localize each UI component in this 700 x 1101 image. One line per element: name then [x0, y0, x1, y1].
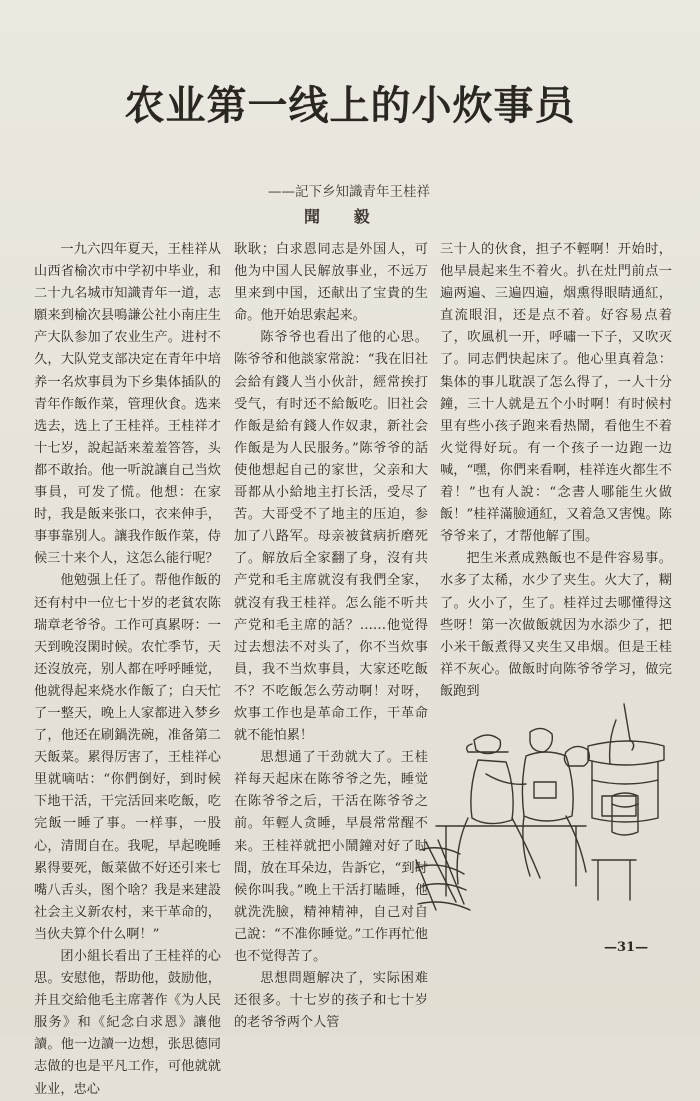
article-title: 农业第一线上的小炊事员 — [124, 83, 576, 129]
article-author: 聞 毅 — [304, 207, 384, 226]
paragraph: 思想問題解决了，实际困难还很多。十七岁的孩子和七十岁的老爷爷两个人管 — [234, 971, 428, 1031]
paragraph: 把生米煮成熟飯也不是件容易事。水多了太稀，水少了夹生。火大了，糊了。火小了，生了。桂祥过去哪懂得这些呀！第一次做飯就因为水添少了，把小米干飯煮得又夹生又串烟。但是王桂祥不灰心。做飯时向陈爷爷学习，做完飯跑到 — [440, 551, 672, 699]
text-column-2 — [234, 239, 428, 1034]
kitchen-illustration — [416, 700, 672, 922]
text-column-1 — [34, 239, 221, 1101]
text-column-3 — [440, 239, 672, 703]
paragraph: 他勉强上任了。帮他作飯的还有村中一位七十岁的老貧农陈瑞章老爷爷。工作可真累呀：一天到晚沒閑时候。农忙季节，天还沒放亮，别人都在呼呼睡觉，他就得起来烧水作飯了；白天忙了一整天，晚上人家都进入梦乡了，他还在刷鍋洗碗，准备第二天飯菜。累得厉害了，王桂祥心里就嘀咕：“你們倒好，到时候下地干活，干完活回来吃飯，吃完飯一睡了事。一样事，一股心，清閒自在。我呢，早起晚睡累得要死，飯菜做不好还引来七嘴八舌头，图个啥？我是来建設社会主义新农村，来干革命的，当伙夫算个什么啊！” — [34, 573, 221, 942]
page-number: —31— — [604, 940, 649, 955]
paragraph: 三十人的伙食，担子不輕啊！开始时，他早晨起来生不着火。扒在灶門前点一遍两遍、三遍四遍，烟熏得眼睛通紅，直流眼泪，还是点不着。好容易点着了，吹風机一开，呼嘯一下子，又吹灭了。同志們快起床了。他心里真着急：集体的事儿耽誤了怎么得了，一人十分鐘，三十人就是五个小时啊！有时候村里有些小孩子跑来看热鬧，看他生不着火觉得好玩。有一个孩子一边跑一边喊，“嘿，你們来看啊，桂祥连火都生不着！”也有人說：“念書人哪能生火做飯！”桂祥滿臉通紅，又着急又害愧。陈爷爷来了，才帮他解了围。 — [440, 242, 672, 545]
paragraph: 一九六四年夏天，王桂祥从山西省榆次市中学初中毕业，和二十九名城市知識青年一道，志願来到榆次县鳴謙公社小南庄生产大队参加了农业生产。进村不久，大队党支部决定在青年中培养一名炊事員为下乡集体插队的青年作飯作菜，管理伙食。选来选去，选上了王桂祥。王桂祥才十七岁，說起話来羞羞答答，头都不敢抬。他一听說讓自己当炊事員，可发了慌。他想：在家时，我是飯来张口，衣来伸手，事事靠别人。讓我作飯作菜，侍候三十来个人，这怎么能行呢？ — [34, 242, 221, 567]
paragraph: 团小組长看出了王桂祥的心思。安慰他，帮助他，鼓励他，并且交給他毛主席著作《为人民服务》和《紀念白求恩》讓他讀。他一边讀一边想，张思德同志做的也是平凡工作，可他就就业业，忠心 — [34, 949, 221, 1097]
article-subtitle: ——記下乡知識青年王桂祥 — [268, 184, 430, 200]
paragraph: 陈爷爷也看出了他的心思。陈爷爷和他談家常說：“我在旧社会給有錢人当小伙計，經常挨打受气，有时还不給飯吃。旧社会作飯是給有錢人作奴隶，新社会作飯是为人民服务。”陈爷爷的話使他想起自己的家世，父亲和大哥都从小給地主打长活，受尽了苦。大哥受不了地主的压迫，参加了八路军。母亲被貧病折磨死了。解放后全家翻了身，沒有共产党和毛主席就沒有我們全家，就沒有我王桂祥。怎么能不听共产党和毛主席的話？……他觉得过去想法不对头了，你不当炊事員，我不当炊事員，大家还吃飯不？不吃飯怎么劳动啊！对呀，炊事工作也是革命工作，干革命就不能怕累！ — [234, 330, 428, 744]
paragraph: 思想通了干劲就大了。王桂祥每天起床在陈爷爷之先，睡觉在陈爷爷之后，干活在陈爷爷之前。年輕人贪睡，早晨常常醒不来。王桂祥就把小鬧鐘对好了时間，放在耳朵边，告訴它，“到时候你叫我。”晚上干活打瞌睡，他就洗洗臉，精神精神，自己对自己說：“不准你睡觉。”工作再忙他也不觉得苦了。 — [234, 750, 428, 964]
paragraph: 耿耿；白求恩同志是外国人，可他为中国人民解放事业，不远万里来到中国，还献出了宝貴的生命。他开始思索起来。 — [234, 242, 428, 324]
